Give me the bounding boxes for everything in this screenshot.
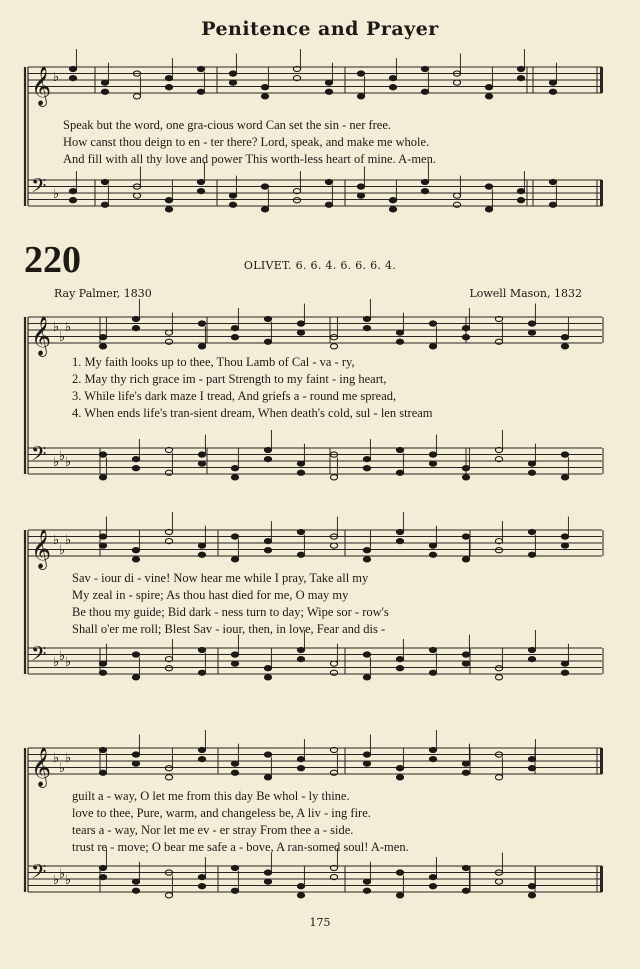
- note-head: [99, 661, 106, 666]
- note-head: [132, 752, 139, 757]
- note-head: [462, 652, 469, 657]
- note-head: [485, 207, 492, 212]
- tune-name: OLIVET. 6. 6. 4. 6. 6. 6. 4.: [243, 259, 397, 272]
- note-head: [165, 76, 172, 81]
- note-head: [528, 757, 535, 762]
- composer-credit: Lowell Mason, 1832: [469, 287, 582, 300]
- note-head: [396, 775, 403, 780]
- note-head: [99, 344, 106, 349]
- note-head: [101, 179, 108, 184]
- note-head: [528, 552, 535, 557]
- note-head: [231, 888, 238, 893]
- lyric-line: My zeal in - spire; As thou hast died for me, O may my: [72, 588, 349, 602]
- note-head: [389, 198, 396, 203]
- flat-icon: ♭: [65, 455, 72, 470]
- author-credit: Ray Palmer, 1830: [54, 287, 152, 300]
- note-head: [99, 875, 106, 880]
- note-head: [363, 752, 370, 757]
- note-head: [462, 326, 469, 331]
- treble-clef-icon: 𝄞: [31, 529, 52, 569]
- note-head: [165, 766, 172, 771]
- note-head: [421, 66, 428, 71]
- note-head: [561, 335, 568, 340]
- note-head: [231, 466, 238, 471]
- note-head: [297, 884, 304, 889]
- note-head: [325, 89, 332, 94]
- note-head: [389, 76, 396, 81]
- lyric-line: How canst thou deign to en - ter there? Lord, speak, and make me whole.: [63, 135, 430, 149]
- note-head: [363, 888, 370, 893]
- note-head: [297, 461, 304, 466]
- note-head: [396, 529, 403, 534]
- note-head: [389, 85, 396, 90]
- note-head: [198, 875, 205, 880]
- note-head: [231, 761, 238, 766]
- note-head: [363, 457, 370, 462]
- flat-icon: ♭: [65, 873, 72, 888]
- lyric-line: Sav - iour di - vine! Now hear me while I pray, Take all my: [72, 571, 369, 585]
- note-head: [528, 461, 535, 466]
- note-head: [229, 193, 236, 198]
- note-head: [198, 747, 205, 752]
- note-head: [198, 670, 205, 675]
- note-head: [396, 766, 403, 771]
- note-head: [495, 339, 502, 344]
- note-head: [132, 879, 139, 884]
- note-head: [495, 879, 502, 884]
- note-head: [363, 761, 370, 766]
- note-head: [297, 552, 304, 557]
- note-head: [396, 539, 403, 544]
- note-head: [462, 888, 469, 893]
- note-head: [99, 770, 106, 775]
- note-head: [293, 198, 300, 203]
- flat-icon: ♭: [53, 70, 60, 85]
- note-head: [396, 339, 403, 344]
- note-head: [363, 466, 370, 471]
- note-head: [549, 202, 556, 207]
- note-head: [297, 893, 304, 898]
- note-head: [297, 657, 304, 662]
- note-head: [453, 193, 460, 198]
- note-head: [198, 543, 205, 548]
- note-head: [561, 452, 568, 457]
- note-head: [549, 89, 556, 94]
- note-head: [429, 875, 436, 880]
- note-head: [133, 94, 140, 99]
- note-head: [264, 447, 271, 452]
- note-head: [325, 202, 332, 207]
- note-head: [165, 666, 172, 671]
- note-head: [99, 475, 106, 480]
- note-head: [495, 666, 502, 671]
- note-head: [561, 661, 568, 666]
- flat-icon: ♭: [53, 320, 60, 335]
- note-head: [297, 321, 304, 326]
- note-head: [101, 202, 108, 207]
- flat-icon: ♭: [59, 330, 66, 345]
- note-head: [528, 893, 535, 898]
- note-head: [69, 189, 76, 194]
- note-head: [363, 316, 370, 321]
- note-head: [517, 189, 524, 194]
- note-head: [165, 339, 172, 344]
- final-barline: [600, 180, 603, 206]
- note-head: [485, 85, 492, 90]
- note-head: [261, 184, 268, 189]
- flat-icon: ♭: [59, 543, 66, 558]
- note-head: [165, 198, 172, 203]
- treble-clef-icon: 𝄞: [31, 747, 52, 787]
- note-head: [261, 94, 268, 99]
- note-head: [197, 66, 204, 71]
- flat-icon: ♭: [65, 533, 72, 548]
- note-head: [549, 179, 556, 184]
- note-head: [69, 66, 76, 71]
- note-head: [229, 71, 236, 76]
- note-head: [297, 330, 304, 335]
- note-head: [229, 202, 236, 207]
- note-head: [101, 80, 108, 85]
- note-head: [421, 189, 428, 194]
- note-head: [264, 339, 271, 344]
- flat-icon: ♭: [59, 449, 66, 464]
- lyric-line: 3. While life's dark maze I tread, And griefs a - round me spread,: [72, 389, 397, 403]
- note-head: [132, 457, 139, 462]
- flat-icon: ♭: [53, 455, 60, 470]
- note-head: [101, 89, 108, 94]
- note-head: [462, 770, 469, 775]
- note-head: [561, 475, 568, 480]
- note-head: [99, 747, 106, 752]
- note-head: [357, 94, 364, 99]
- note-head: [132, 888, 139, 893]
- flat-icon: ♭: [65, 751, 72, 766]
- treble-clef-icon: 𝄞: [31, 66, 52, 106]
- note-head: [99, 335, 106, 340]
- note-head: [357, 193, 364, 198]
- note-head: [330, 475, 337, 480]
- note-head: [165, 775, 172, 780]
- note-head: [495, 675, 502, 680]
- note-head: [198, 552, 205, 557]
- bass-clef-icon: 𝄢: [31, 860, 47, 888]
- note-head: [132, 557, 139, 562]
- note-head: [132, 316, 139, 321]
- note-head: [429, 543, 436, 548]
- note-head: [231, 326, 238, 331]
- note-head: [495, 775, 502, 780]
- note-head: [363, 879, 370, 884]
- note-head: [261, 207, 268, 212]
- note-head: [197, 89, 204, 94]
- note-head: [264, 675, 271, 680]
- note-head: [99, 534, 106, 539]
- note-head: [429, 321, 436, 326]
- note-head: [363, 557, 370, 562]
- note-head: [396, 666, 403, 671]
- note-head: [517, 66, 524, 71]
- note-head: [198, 452, 205, 457]
- note-head: [462, 761, 469, 766]
- note-head: [264, 879, 271, 884]
- note-head: [132, 466, 139, 471]
- note-head: [462, 557, 469, 562]
- flat-icon: ♭: [65, 655, 72, 670]
- note-head: [528, 529, 535, 534]
- note-head: [396, 657, 403, 662]
- note-head: [231, 335, 238, 340]
- note-head: [429, 344, 436, 349]
- flat-icon: ♭: [53, 533, 60, 548]
- note-head: [264, 666, 271, 671]
- note-head: [330, 335, 337, 340]
- flat-icon: ♭: [53, 751, 60, 766]
- final-barline: [600, 67, 603, 93]
- note-head: [165, 207, 172, 212]
- flat-icon: ♭: [53, 655, 60, 670]
- note-head: [264, 870, 271, 875]
- note-head: [325, 80, 332, 85]
- note-head: [396, 330, 403, 335]
- note-head: [421, 89, 428, 94]
- note-head: [396, 470, 403, 475]
- note-head: [261, 85, 268, 90]
- note-head: [396, 447, 403, 452]
- lyric-line: trust re - move; O bear me safe a - bove, A ran-somed soul! A-men.: [72, 840, 409, 854]
- note-head: [325, 179, 332, 184]
- note-head: [231, 475, 238, 480]
- note-head: [330, 661, 337, 666]
- note-head: [198, 757, 205, 762]
- lyric-line: 4. When ends life's tran-sient dream, When death's cold, sul - len stream: [72, 406, 433, 420]
- note-head: [198, 647, 205, 652]
- note-head: [165, 330, 172, 335]
- final-barline: [600, 748, 603, 774]
- note-head: [297, 766, 304, 771]
- note-head: [99, 543, 106, 548]
- note-head: [357, 71, 364, 76]
- note-head: [389, 207, 396, 212]
- note-head: [396, 870, 403, 875]
- hymn-number: 220: [24, 239, 81, 281]
- note-head: [421, 179, 428, 184]
- note-head: [429, 647, 436, 652]
- bass-clef-icon: 𝄢: [31, 174, 47, 202]
- note-head: [198, 321, 205, 326]
- note-head: [363, 326, 370, 331]
- note-head: [528, 884, 535, 889]
- lyric-line: 2. May thy rich grace im - part Strength to my faint - ing heart,: [72, 372, 387, 386]
- note-head: [429, 884, 436, 889]
- final-barline: [600, 866, 603, 892]
- note-head: [99, 670, 106, 675]
- note-head: [396, 893, 403, 898]
- note-head: [297, 757, 304, 762]
- note-head: [69, 198, 76, 203]
- note-head: [453, 202, 460, 207]
- note-head: [165, 470, 172, 475]
- note-head: [462, 865, 469, 870]
- note-head: [485, 184, 492, 189]
- lyric-line: Be thou my guide; Bid dark - ness turn to day; Wipe sor - row's: [72, 605, 389, 619]
- note-head: [429, 461, 436, 466]
- note-head: [132, 548, 139, 553]
- note-head: [517, 198, 524, 203]
- note-head: [198, 344, 205, 349]
- note-head: [229, 80, 236, 85]
- bass-clef-icon: 𝄢: [31, 442, 47, 470]
- note-head: [485, 94, 492, 99]
- note-head: [99, 865, 106, 870]
- note-head: [231, 652, 238, 657]
- note-head: [165, 85, 172, 90]
- page-number: 175: [309, 916, 331, 929]
- note-head: [561, 344, 568, 349]
- flat-icon: ♭: [59, 649, 66, 664]
- note-head: [330, 670, 337, 675]
- note-head: [198, 461, 205, 466]
- note-head: [231, 770, 238, 775]
- note-head: [297, 470, 304, 475]
- note-head: [363, 675, 370, 680]
- note-head: [453, 80, 460, 85]
- note-head: [132, 326, 139, 331]
- note-head: [495, 548, 502, 553]
- note-head: [297, 529, 304, 534]
- note-head: [132, 675, 139, 680]
- note-head: [330, 543, 337, 548]
- note-head: [462, 466, 469, 471]
- note-head: [357, 184, 364, 189]
- note-head: [363, 548, 370, 553]
- note-head: [429, 452, 436, 457]
- note-head: [132, 652, 139, 657]
- note-head: [264, 539, 271, 544]
- note-head: [429, 757, 436, 762]
- note-head: [264, 775, 271, 780]
- note-head: [264, 548, 271, 553]
- note-head: [69, 76, 76, 81]
- flat-icon: ♭: [53, 873, 60, 888]
- flat-icon: ♭: [59, 761, 66, 776]
- lyric-line: guilt a - way, O let me from this day Be whol - ly thine.: [72, 789, 350, 803]
- treble-clef-icon: 𝄞: [31, 316, 52, 356]
- note-head: [462, 335, 469, 340]
- note-head: [264, 457, 271, 462]
- lyric-line: Shall o'er me roll; Blest Sav - iour, then, in love, Fear and dis -: [72, 622, 386, 636]
- note-head: [231, 557, 238, 562]
- note-head: [330, 344, 337, 349]
- note-head: [231, 534, 238, 539]
- note-head: [363, 652, 370, 657]
- note-head: [561, 543, 568, 548]
- lyric-line: tears a - way, Nor let me ev - er stray From thee a - side.: [72, 823, 354, 837]
- note-head: [528, 766, 535, 771]
- flat-icon: ♭: [53, 187, 60, 202]
- note-head: [231, 865, 238, 870]
- lyric-line: 1. My faith looks up to thee, Thou Lamb of Cal - va - ry,: [72, 355, 355, 369]
- note-head: [549, 80, 556, 85]
- note-head: [528, 330, 535, 335]
- note-head: [165, 893, 172, 898]
- note-head: [561, 670, 568, 675]
- note-head: [197, 179, 204, 184]
- flat-icon: ♭: [65, 320, 72, 335]
- note-head: [330, 770, 337, 775]
- flat-icon: ♭: [59, 867, 66, 882]
- note-head: [231, 661, 238, 666]
- note-head: [132, 761, 139, 766]
- note-head: [462, 661, 469, 666]
- note-head: [462, 475, 469, 480]
- note-head: [197, 189, 204, 194]
- section-heading: Penitence and Prayer: [201, 18, 439, 40]
- note-head: [429, 747, 436, 752]
- note-head: [528, 657, 535, 662]
- lyric-line: love to thee, Pure, warm, and changeless be, A liv - ing fire.: [72, 806, 371, 820]
- note-head: [528, 470, 535, 475]
- note-head: [297, 647, 304, 652]
- bass-clef-icon: 𝄢: [31, 642, 47, 670]
- note-head: [198, 884, 205, 889]
- lyric-line: Speak but the word, one gra-cious word Can set the sin - ner free.: [63, 118, 392, 132]
- note-head: [429, 670, 436, 675]
- note-head: [517, 76, 524, 81]
- note-head: [99, 452, 106, 457]
- note-head: [133, 193, 140, 198]
- note-head: [528, 321, 535, 326]
- note-head: [462, 534, 469, 539]
- note-head: [264, 752, 271, 757]
- note-head: [561, 534, 568, 539]
- note-head: [429, 552, 436, 557]
- note-head: [264, 316, 271, 321]
- note-head: [528, 647, 535, 652]
- lyric-line: And fill with all thy love and power This worth-less heart of mine. A-men.: [63, 152, 436, 166]
